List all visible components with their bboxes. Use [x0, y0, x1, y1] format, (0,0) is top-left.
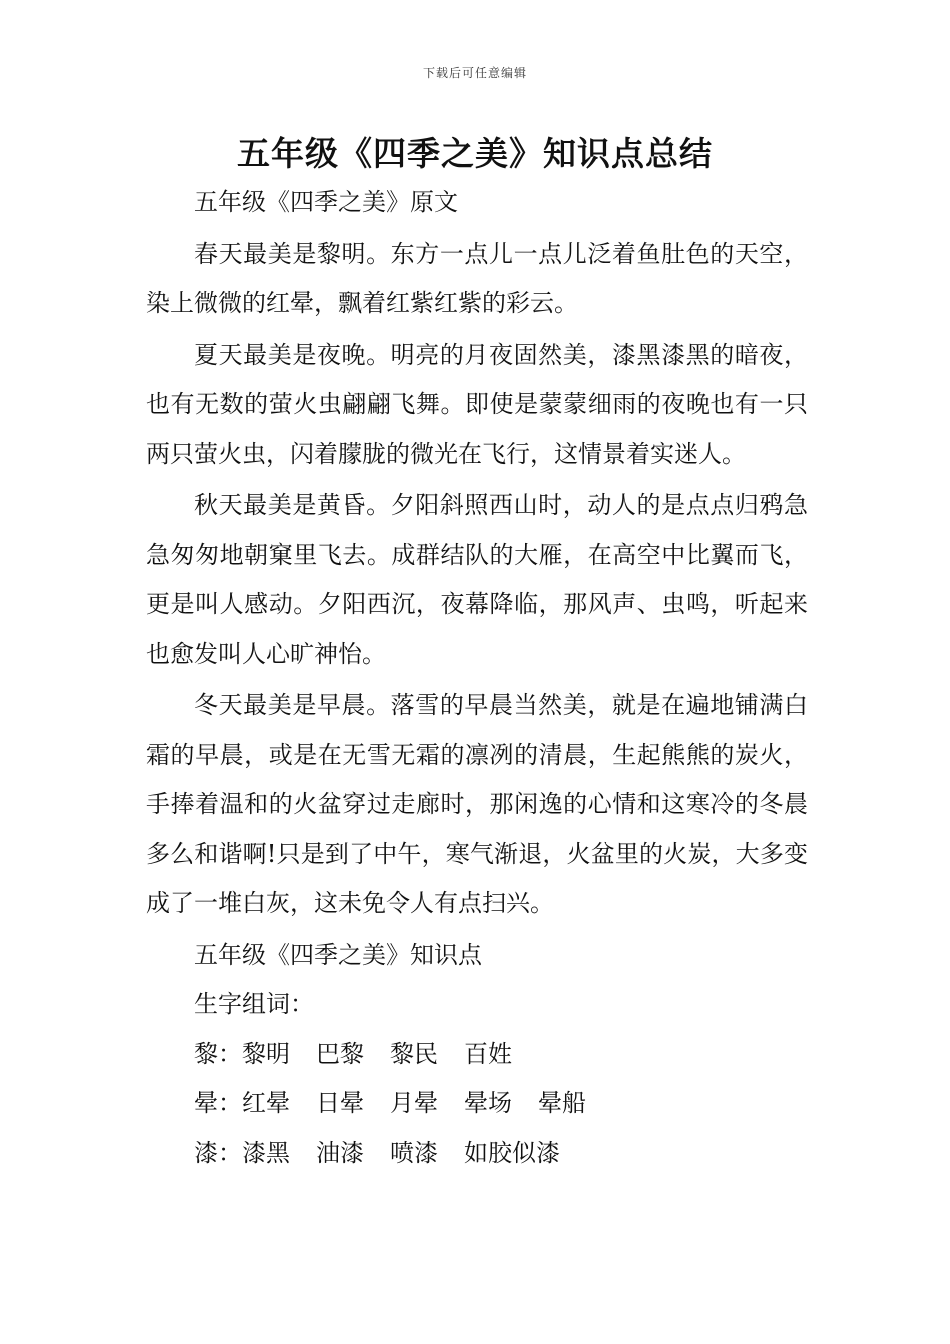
original-heading: 五年级《四季之美》原文 — [194, 188, 458, 216]
vocab-word: 油漆 — [316, 1138, 364, 1167]
vocab-row-li — [146, 1030, 808, 1080]
vocab-word: 如胶似漆 — [464, 1138, 560, 1167]
vocab-word: 晕船 — [538, 1089, 586, 1117]
knowledge-heading: 五年级《四季之美》知识点 — [194, 940, 482, 969]
vocab-row-yun — [146, 1079, 808, 1129]
vocab-word: 红晕 — [242, 1089, 290, 1117]
vocab-word: 百姓 — [464, 1039, 512, 1068]
vocab-word: 日晕 — [316, 1089, 364, 1117]
vocab-word: 晕场 — [464, 1089, 512, 1117]
vocab-word: 巴黎 — [316, 1039, 364, 1068]
vocab-word: 喷漆 — [390, 1138, 438, 1167]
vocab-word: 漆黑 — [242, 1138, 290, 1167]
paragraph-summer: 夏天最美是夜晚。明亮的月夜固然美，漆黑漆黑的暗夜，也有无数的萤火虫翩翩飞舞。即使是蒙蒙细雨的夜晚也有一只两只萤火虫，闪着朦胧的微光在飞行，这情景着实迷人。 — [146, 340, 808, 468]
document-title: 五年级《四季之美》知识点总结 — [237, 134, 713, 173]
paragraph-winter: 冬天最美是早晨。落雪的早晨当然美，就是在遍地铺满白霜的早晨，或是在无雪无霜的凛冽的清晨，生起熊熊的炭火，手捧着温和的火盆穿过走廊时，那闲逸的心情和这寒冷的冬晨多么和谐啊!只是到了中午，寒气渐退，火盆里的火炭，大多变成了一堆白灰，这未免令人有点扫兴。 — [146, 691, 808, 917]
vocab-char: 黎： — [194, 1039, 242, 1068]
vocab-char: 漆： — [194, 1138, 242, 1167]
document-body — [146, 178, 808, 1178]
paragraph-autumn: 秋天最美是黄昏。夕阳斜照西山时，动人的是点点归鸦急急匆匆地朝窠里飞去。成群结队的大雁，在高空中比翼而飞，更是叫人感动。夕阳西沉，夜幕降临，那风声、虫鸣，听起来也愈发叫人心旷神怡。 — [146, 491, 808, 668]
header-note: 下载后可任意编辑 — [422, 66, 527, 80]
vocab-word: 月晕 — [390, 1089, 438, 1117]
vocab-row-qi — [146, 1129, 808, 1179]
vocab-heading: 生字组词： — [194, 990, 314, 1018]
vocab-word: 黎民 — [390, 1039, 438, 1068]
vocab-word: 黎明 — [242, 1039, 290, 1068]
vocab-char: 晕： — [194, 1089, 242, 1117]
paragraph-spring: 春天最美是黎明。东方一点儿一点儿泛着鱼肚色的天空，染上微微的红晕，飘着红紫红紫的彩云。 — [146, 239, 808, 317]
